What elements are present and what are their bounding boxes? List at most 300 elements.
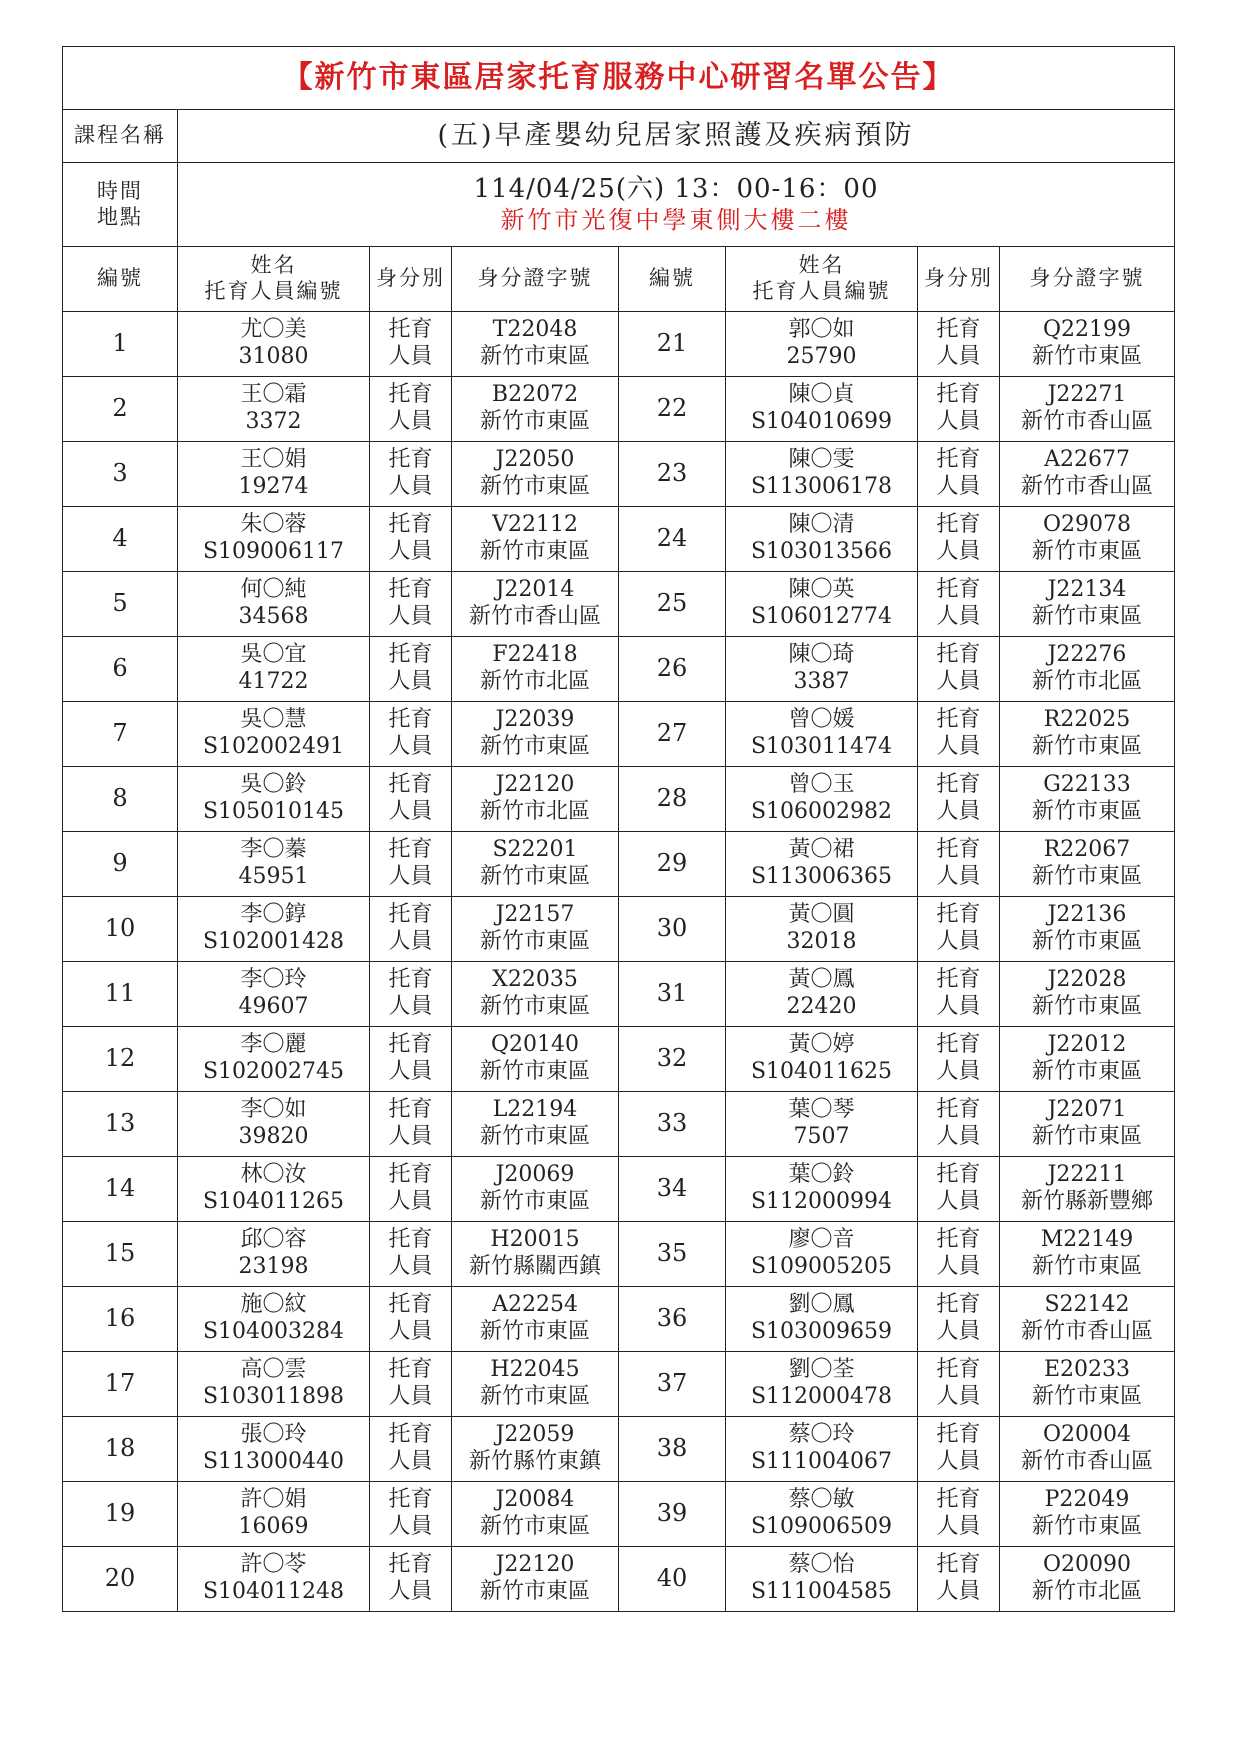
identity-cell — [370, 702, 452, 767]
record-number: 9 — [63, 832, 178, 897]
identity-cell — [918, 312, 1000, 377]
record-number: 32 — [619, 1027, 726, 1092]
cert-cell — [452, 442, 619, 507]
person-name: 黃〇裙 — [788, 837, 855, 863]
title-row — [63, 47, 1175, 110]
table-row — [63, 377, 1175, 442]
identity-line-2: 人員 — [388, 539, 433, 564]
identity-line-2: 人員 — [388, 604, 433, 629]
staff-id: S105010145 — [202, 799, 345, 824]
record-number: 21 — [619, 312, 726, 377]
identity-line-1: 托育 — [936, 1422, 981, 1448]
staff-id: S104011625 — [750, 1059, 893, 1084]
table-row — [63, 702, 1175, 767]
person-cell — [726, 1092, 918, 1157]
cert-area: 新竹市東區 — [479, 1059, 590, 1084]
identity-line-1: 托育 — [936, 902, 981, 928]
identity-cell — [370, 962, 452, 1027]
identity-cell — [918, 1547, 1000, 1612]
record-number: 8 — [63, 767, 178, 832]
col-staff-id-label: 托育人員編號 — [204, 279, 343, 303]
identity-line-1: 托育 — [936, 967, 981, 993]
identity-line-2: 人員 — [388, 1579, 433, 1604]
table-row — [63, 1092, 1175, 1157]
table-row — [63, 962, 1175, 1027]
identity-line-1: 托育 — [936, 577, 981, 603]
record-number: 39 — [619, 1482, 726, 1547]
person-name: 廖〇音 — [788, 1227, 855, 1253]
identity-cell — [918, 572, 1000, 637]
person-cell — [178, 1157, 370, 1222]
identity-line-2: 人員 — [936, 669, 981, 694]
cert-number: A22254 — [492, 1292, 578, 1318]
identity-cell — [370, 832, 452, 897]
record-number: 11 — [63, 962, 178, 1027]
staff-id: S104003284 — [202, 1319, 345, 1344]
record-number: 3 — [63, 442, 178, 507]
cert-number: O20090 — [1042, 1552, 1132, 1578]
identity-line-2: 人員 — [936, 994, 981, 1019]
identity-line-2: 人員 — [936, 344, 981, 369]
course-label: 課程名稱 — [63, 110, 178, 163]
cert-area: 新竹市東區 — [1031, 539, 1142, 564]
person-cell — [726, 442, 918, 507]
cert-cell — [1000, 1287, 1175, 1352]
identity-cell — [918, 1287, 1000, 1352]
identity-line-2: 人員 — [936, 604, 981, 629]
cert-number: Q20140 — [490, 1032, 580, 1058]
table-row — [63, 1417, 1175, 1482]
record-number: 33 — [619, 1092, 726, 1157]
table-row — [63, 442, 1175, 507]
place-label: 地點 — [97, 204, 143, 229]
cert-cell — [452, 572, 619, 637]
staff-id: 3372 — [245, 409, 302, 434]
cert-area: 新竹市北區 — [479, 799, 590, 824]
person-name: 黃〇鳳 — [788, 967, 855, 993]
cert-number: J20084 — [495, 1487, 575, 1513]
staff-id: 23198 — [238, 1254, 309, 1279]
staff-id: S113006178 — [750, 474, 893, 499]
identity-line-2: 人員 — [388, 1384, 433, 1409]
col-cert-header-2: 身分證字號 — [1000, 247, 1175, 312]
record-number: 24 — [619, 507, 726, 572]
identity-line-1: 托育 — [388, 1357, 433, 1383]
person-name: 陳〇貞 — [788, 382, 855, 408]
record-number: 13 — [63, 1092, 178, 1157]
identity-line-2: 人員 — [936, 734, 981, 759]
record-number: 15 — [63, 1222, 178, 1287]
person-name: 王〇霜 — [240, 382, 307, 408]
identity-line-2: 人員 — [936, 1449, 981, 1474]
staff-id: S112000994 — [750, 1189, 893, 1214]
identity-line-1: 托育 — [936, 1097, 981, 1123]
cert-cell — [452, 507, 619, 572]
identity-line-2: 人員 — [388, 929, 433, 954]
identity-line-2: 人員 — [388, 864, 433, 889]
identity-cell — [918, 832, 1000, 897]
cert-cell — [452, 1027, 619, 1092]
person-name: 李〇麗 — [240, 1032, 307, 1058]
identity-cell — [918, 702, 1000, 767]
cert-cell — [1000, 962, 1175, 1027]
person-cell — [726, 962, 918, 1027]
person-name: 陳〇雯 — [788, 447, 855, 473]
person-name: 蔡〇敏 — [788, 1487, 855, 1513]
cert-cell — [1000, 1482, 1175, 1547]
cert-number: L22194 — [492, 1097, 578, 1123]
cert-cell — [1000, 897, 1175, 962]
identity-cell — [370, 507, 452, 572]
cert-cell — [1000, 702, 1175, 767]
identity-line-1: 托育 — [936, 707, 981, 733]
identity-cell — [370, 1222, 452, 1287]
cert-number: S22201 — [492, 837, 578, 863]
identity-line-1: 托育 — [936, 317, 981, 343]
cert-area: 新竹市東區 — [479, 864, 590, 889]
table-row — [63, 572, 1175, 637]
cert-number: P22049 — [1044, 1487, 1130, 1513]
record-number: 31 — [619, 962, 726, 1027]
identity-cell — [918, 1027, 1000, 1092]
person-name: 黃〇圓 — [788, 902, 855, 928]
schedule-label — [63, 163, 178, 247]
person-cell — [178, 1482, 370, 1547]
staff-id: 22420 — [786, 994, 857, 1019]
person-name: 吳〇慧 — [240, 707, 307, 733]
staff-id: S103009659 — [750, 1319, 893, 1344]
identity-line-1: 托育 — [936, 382, 981, 408]
cert-cell — [452, 1547, 619, 1612]
cert-number: J22028 — [1047, 967, 1127, 993]
identity-cell — [370, 1352, 452, 1417]
record-number: 16 — [63, 1287, 178, 1352]
staff-id: S113006365 — [750, 864, 893, 889]
cert-area: 新竹市東區 — [1031, 929, 1142, 954]
person-name: 劉〇荃 — [788, 1357, 855, 1383]
identity-line-2: 人員 — [936, 1514, 981, 1539]
person-cell — [726, 377, 918, 442]
cert-cell — [1000, 1222, 1175, 1287]
table-row — [63, 1547, 1175, 1612]
staff-id: S102002491 — [202, 734, 345, 759]
cert-number: H20015 — [490, 1227, 580, 1253]
identity-cell — [918, 1482, 1000, 1547]
person-cell — [726, 1482, 918, 1547]
identity-line-2: 人員 — [388, 669, 433, 694]
identity-cell — [370, 1482, 452, 1547]
person-cell — [178, 637, 370, 702]
identity-line-1: 托育 — [388, 577, 433, 603]
staff-id: S102001428 — [202, 929, 345, 954]
staff-id: S109005205 — [750, 1254, 893, 1279]
col-name-label-2: 姓名 — [798, 253, 845, 278]
person-name: 曾〇媛 — [788, 707, 855, 733]
identity-line-1: 托育 — [388, 1162, 433, 1188]
staff-id: 45951 — [238, 864, 309, 889]
record-number: 28 — [619, 767, 726, 832]
identity-cell — [918, 1157, 1000, 1222]
identity-cell — [370, 897, 452, 962]
staff-id: S111004585 — [750, 1579, 893, 1604]
identity-line-2: 人員 — [388, 1189, 433, 1214]
identity-line-2: 人員 — [936, 409, 981, 434]
person-name: 陳〇琦 — [788, 642, 855, 668]
person-name: 曾〇玉 — [788, 772, 855, 798]
record-number: 36 — [619, 1287, 726, 1352]
identity-cell — [370, 572, 452, 637]
cert-area: 新竹市東區 — [479, 1319, 590, 1344]
identity-cell — [918, 897, 1000, 962]
cert-area: 新竹市東區 — [479, 1189, 590, 1214]
cert-number: J22276 — [1047, 642, 1127, 668]
identity-cell — [370, 1157, 452, 1222]
person-name: 尤〇美 — [240, 317, 307, 343]
person-cell — [178, 962, 370, 1027]
identity-line-2: 人員 — [388, 1514, 433, 1539]
identity-cell — [918, 767, 1000, 832]
cert-cell — [1000, 1092, 1175, 1157]
cert-number: E20233 — [1043, 1357, 1131, 1383]
cert-number: J22120 — [495, 772, 575, 798]
cert-cell — [452, 767, 619, 832]
cert-area: 新竹市香山區 — [1020, 409, 1153, 434]
staff-id: S109006117 — [202, 539, 345, 564]
cert-number: S22142 — [1044, 1292, 1130, 1318]
cert-number: G22133 — [1043, 772, 1131, 798]
staff-id: S113000440 — [202, 1449, 345, 1474]
person-cell — [178, 1417, 370, 1482]
record-number: 19 — [63, 1482, 178, 1547]
record-number: 20 — [63, 1547, 178, 1612]
person-cell — [726, 1287, 918, 1352]
cert-area: 新竹市香山區 — [1020, 1319, 1153, 1344]
cert-cell — [452, 702, 619, 767]
identity-line-1: 托育 — [388, 902, 433, 928]
cert-number: V22112 — [492, 512, 578, 538]
person-cell — [726, 572, 918, 637]
person-cell — [726, 1352, 918, 1417]
cert-number: J22050 — [495, 447, 575, 473]
person-cell — [178, 312, 370, 377]
record-number: 2 — [63, 377, 178, 442]
cert-number: J22039 — [495, 707, 575, 733]
identity-line-1: 托育 — [936, 1487, 981, 1513]
cert-area: 新竹市東區 — [479, 994, 590, 1019]
session-datetime: 114/04/25(六) 13：00-16：00 — [473, 174, 879, 204]
identity-line-1: 托育 — [936, 1162, 981, 1188]
record-number: 4 — [63, 507, 178, 572]
cert-number: H22045 — [490, 1357, 580, 1383]
cert-cell — [452, 962, 619, 1027]
cert-area: 新竹市香山區 — [1020, 474, 1153, 499]
cert-area: 新竹市東區 — [1031, 1254, 1142, 1279]
record-number: 29 — [619, 832, 726, 897]
identity-cell — [370, 1547, 452, 1612]
staff-id: S102002745 — [202, 1059, 345, 1084]
identity-cell — [370, 1287, 452, 1352]
staff-id: S104011248 — [202, 1579, 345, 1604]
cert-number: J22071 — [1047, 1097, 1127, 1123]
identity-line-1: 托育 — [388, 1227, 433, 1253]
record-number: 10 — [63, 897, 178, 962]
identity-line-2: 人員 — [936, 1124, 981, 1149]
person-cell — [178, 1352, 370, 1417]
identity-line-2: 人員 — [936, 1059, 981, 1084]
identity-cell — [918, 637, 1000, 702]
col-name-header-2 — [726, 247, 918, 312]
staff-id: 25790 — [786, 344, 857, 369]
cert-area: 新竹市東區 — [479, 344, 590, 369]
cert-number: J20069 — [495, 1162, 575, 1188]
session-location: 新竹市光復中學東側大樓二樓 — [500, 205, 852, 234]
record-number: 17 — [63, 1352, 178, 1417]
cert-cell — [452, 1287, 619, 1352]
identity-line-2: 人員 — [388, 344, 433, 369]
cert-number: J22271 — [1047, 382, 1127, 408]
cert-area: 新竹市東區 — [1031, 734, 1142, 759]
table-row — [63, 1287, 1175, 1352]
staff-id: S106012774 — [750, 604, 893, 629]
cert-area: 新竹市東區 — [1031, 1384, 1142, 1409]
identity-line-2: 人員 — [388, 1059, 433, 1084]
cert-number: J22157 — [495, 902, 575, 928]
cert-cell — [1000, 832, 1175, 897]
person-cell — [726, 1417, 918, 1482]
time-label: 時間 — [97, 178, 143, 203]
identity-line-2: 人員 — [388, 1449, 433, 1474]
cert-area: 新竹市東區 — [479, 1384, 590, 1409]
table-row — [63, 1157, 1175, 1222]
cert-area: 新竹市東區 — [479, 1124, 590, 1149]
identity-cell — [918, 1352, 1000, 1417]
record-number: 34 — [619, 1157, 726, 1222]
identity-line-1: 托育 — [936, 772, 981, 798]
cert-cell — [452, 1417, 619, 1482]
staff-id: S111004067 — [750, 1449, 893, 1474]
table-row — [63, 1027, 1175, 1092]
record-number: 12 — [63, 1027, 178, 1092]
identity-cell — [370, 1092, 452, 1157]
schedule-detail — [178, 163, 1175, 247]
person-cell — [726, 312, 918, 377]
person-cell — [178, 767, 370, 832]
person-name: 李〇錞 — [240, 902, 307, 928]
person-name: 林〇汝 — [240, 1162, 307, 1188]
identity-cell — [918, 507, 1000, 572]
staff-id: S104011265 — [202, 1189, 345, 1214]
cert-cell — [1000, 1417, 1175, 1482]
person-cell — [178, 1027, 370, 1092]
cert-area: 新竹市東區 — [1031, 864, 1142, 889]
identity-line-1: 托育 — [388, 1552, 433, 1578]
cert-cell — [452, 377, 619, 442]
cert-area: 新竹市東區 — [479, 929, 590, 954]
identity-line-1: 托育 — [936, 642, 981, 668]
record-number: 35 — [619, 1222, 726, 1287]
record-number: 14 — [63, 1157, 178, 1222]
staff-id: 34568 — [238, 604, 309, 629]
table-row — [63, 312, 1175, 377]
person-name: 葉〇琴 — [788, 1097, 855, 1123]
cert-area: 新竹市香山區 — [1020, 1449, 1153, 1474]
identity-cell — [918, 1092, 1000, 1157]
roster-table — [62, 46, 1175, 1612]
staff-id: S112000478 — [750, 1384, 893, 1409]
person-name: 高〇雲 — [240, 1357, 307, 1383]
identity-line-1: 托育 — [388, 512, 433, 538]
staff-id: 16069 — [238, 1514, 309, 1539]
roster-body — [63, 47, 1175, 1612]
identity-line-2: 人員 — [936, 539, 981, 564]
identity-cell — [918, 1222, 1000, 1287]
person-cell — [726, 897, 918, 962]
person-name: 陳〇清 — [788, 512, 855, 538]
col-identity-header: 身分別 — [370, 247, 452, 312]
record-number: 22 — [619, 377, 726, 442]
person-cell — [726, 507, 918, 572]
identity-line-1: 托育 — [936, 1292, 981, 1318]
record-number: 5 — [63, 572, 178, 637]
person-name: 張〇玲 — [240, 1422, 307, 1448]
person-name: 王〇娟 — [240, 447, 307, 473]
cert-area: 新竹市東區 — [479, 1514, 590, 1539]
identity-line-1: 托育 — [936, 512, 981, 538]
record-number: 38 — [619, 1417, 726, 1482]
staff-id: 19274 — [238, 474, 309, 499]
cert-number: R22025 — [1043, 707, 1131, 733]
cert-number: T22048 — [492, 317, 578, 343]
identity-cell — [370, 1417, 452, 1482]
cert-cell — [452, 1352, 619, 1417]
schedule-row — [63, 163, 1175, 247]
identity-cell — [370, 1027, 452, 1092]
cert-cell — [452, 1482, 619, 1547]
cert-number: R22067 — [1043, 837, 1131, 863]
staff-id: 7507 — [793, 1124, 850, 1149]
cert-cell — [452, 637, 619, 702]
cert-cell — [452, 1222, 619, 1287]
identity-cell — [918, 377, 1000, 442]
col-cert-header: 身分證字號 — [452, 247, 619, 312]
person-cell — [726, 1222, 918, 1287]
table-row — [63, 637, 1175, 702]
cert-cell — [1000, 1027, 1175, 1092]
person-name: 郭〇如 — [788, 317, 855, 343]
identity-line-2: 人員 — [936, 1384, 981, 1409]
cert-number: J22059 — [495, 1422, 575, 1448]
identity-line-2: 人員 — [388, 734, 433, 759]
person-cell — [178, 377, 370, 442]
record-number: 26 — [619, 637, 726, 702]
person-cell — [726, 637, 918, 702]
identity-line-1: 托育 — [388, 447, 433, 473]
person-cell — [178, 702, 370, 767]
cert-number: O29078 — [1042, 512, 1132, 538]
staff-id: 49607 — [238, 994, 309, 1019]
staff-id: S104010699 — [750, 409, 893, 434]
cert-area: 新竹縣新豐鄉 — [1020, 1189, 1153, 1214]
identity-cell — [918, 1417, 1000, 1482]
identity-line-1: 托育 — [388, 837, 433, 863]
cert-area: 新竹市東區 — [1031, 1124, 1142, 1149]
col-name-label: 姓名 — [250, 253, 297, 278]
identity-cell — [918, 442, 1000, 507]
identity-line-1: 托育 — [388, 1032, 433, 1058]
col-staff-id-label-2: 托育人員編號 — [752, 279, 891, 303]
table-row — [63, 1222, 1175, 1287]
page-title: 【新竹市東區居家托育服務中心研習名單公告】 — [63, 47, 1175, 110]
